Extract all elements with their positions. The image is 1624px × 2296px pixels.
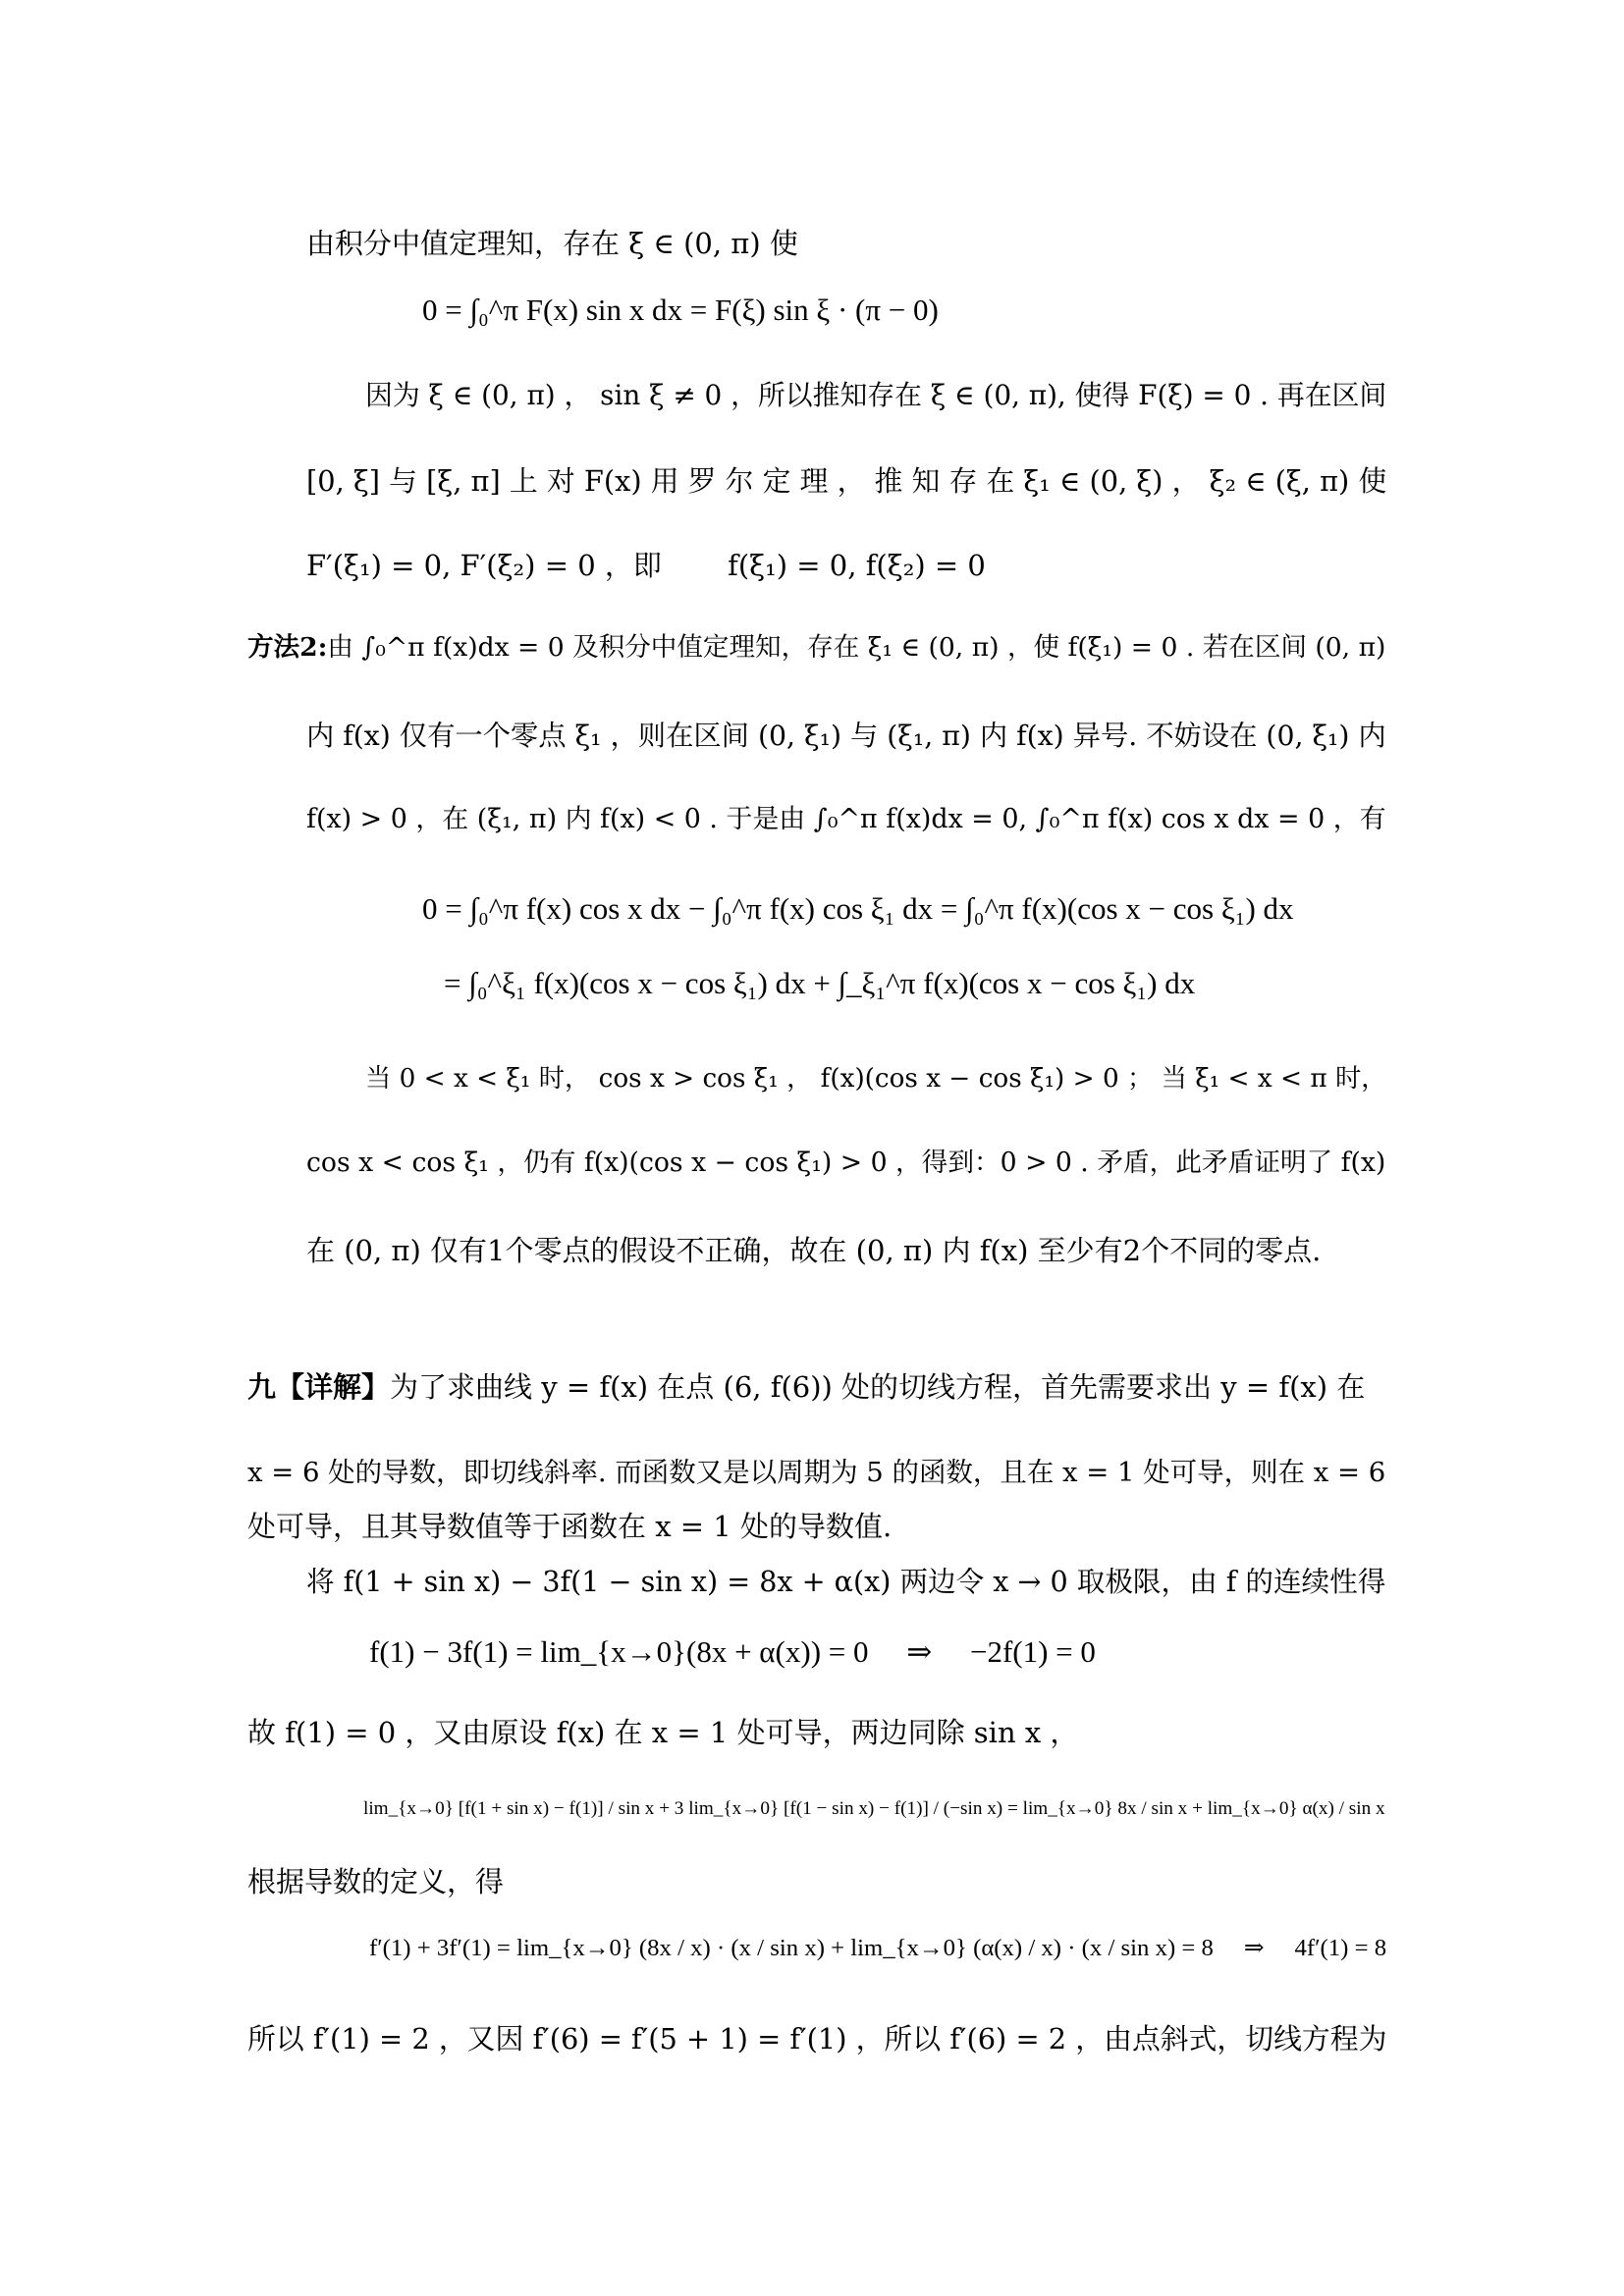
text-line-3: 因为 ξ ∈ (0, π) ， sin ξ ≠ 0 ，所以推知存在 ξ ∈ (0, π), 使得 F(ξ) = 0 . 再在区间 — [365, 379, 1387, 411]
equation-mean-value: 0 = ∫₀^π F(x) sin x dx = F(ξ) sin ξ · (π − 0) — [422, 293, 939, 327]
section-9-label: 九【详解】 — [247, 1370, 391, 1404]
equation-cos-line-1: 0 = ∫₀^π f(x) cos x dx − ∫₀^π f(x) cos ξ₁ dx = ∫₀^π f(x)(cos x − cos ξ₁) dx — [422, 891, 1294, 926]
text-line-16: 处可导，且其导数值等于函数在 x = 1 处的导数值. — [247, 1510, 893, 1543]
text-line-5: F′(ξ₁) = 0, F′(ξ₂) = 0 ，即 f(ξ₁) = 0, f(ξ₂) = 0 — [306, 549, 986, 582]
section-9-line — [247, 1367, 1365, 1407]
equation-derivative: f′(1) + 3f′(1) = lim_{x→0} (8x / x) · (x / sin x) + lim_{x→0} (α(x) / x) · (x / sin x) = 8 ⇒ 4f′(1) = 8 — [369, 1935, 1387, 1961]
text-line-15: x = 6 处的导数，即切线斜率. 而函数又是以周期为 5 的函数，且在 x = 1 处可导，则在 x = 6 — [247, 1457, 1386, 1488]
text-line-13: 在 (0, π) 仅有1个零点的假设不正确，故在 (0, π) 内 f(x) 至少有2个不同的零点. — [306, 1234, 1322, 1267]
text-line-17: 将 f(1 + sin x) − 3f(1 − sin x) = 8x + α(x) 两边令 x → 0 取极限，由 f 的连续性得 — [306, 1565, 1386, 1598]
method-2-text: 由 ∫₀^π f(x)dx = 0 及积分中值定理知，存在 ξ₁ ∈ (0, π) ，使 f(ξ₁) = 0 . 若在区间 (0, π) — [327, 632, 1386, 663]
text-line-8: f(x) > 0 ，在 (ξ₁, π) 内 f(x) < 0 . 于是由 ∫₀^π f(x)dx = 0, ∫₀^π f(x) cos x dx = 0 ，有 — [306, 804, 1386, 834]
text-line-4: [0, ξ] 与 [ξ, π] 上 对 F(x) 用 罗 尔 定 理 ， 推 知 存 在 ξ₁ ∈ (0, ξ) ， ξ₂ ∈ (ξ, π) 使 — [306, 464, 1387, 498]
text-line-12: cos x < cos ξ₁ ，仍有 f(x)(cos x − cos ξ₁) > 0 ，得到：0 > 0 . 矛盾，此矛盾证明了 f(x) — [306, 1148, 1386, 1178]
text-line-21: 根据导数的定义，得 — [247, 1865, 505, 1898]
equation-limit-f1: f(1) − 3f(1) = lim_{x→0}(8x + α(x)) = 0 ⇒ −2f(1) = 0 — [369, 1634, 1096, 1669]
text-line-11: 当 0 < x < ξ₁ 时， cos x > cos ξ₁ ， f(x)(cos x − cos ξ₁) > 0 ； 当 ξ₁ < x < π 时， — [365, 1064, 1387, 1094]
text-line-7: 内 f(x) 仅有一个零点 ξ₁ ，则在区间 (0, ξ₁) 与 (ξ₁, π) 内 f(x) 异号. 不妨设在 (0, ξ₁) 内 — [306, 720, 1386, 752]
text-line-19: 故 f(1) = 0 ，又由原设 f(x) 在 x = 1 处可导，两边同除 sin x ， — [247, 1716, 1079, 1749]
equation-cos-line-2: = ∫₀^ξ₁ f(x)(cos x − cos ξ₁) dx + ∫_ξ₁^π f(x)(cos x − cos ξ₁) dx — [444, 966, 1196, 1000]
equation-limit-split: lim_{x→0} [f(1 + sin x) − f(1)] / sin x + 3 lim_{x→0} [f(1 − sin x) − f(1)] / (−sin x) = lim_{x→0} 8x / sin x + lim_{x→0} α(x) / sin x — [363, 1798, 1385, 1819]
text-line-1: 由积分中值定理知，存在 ξ ∈ (0, π) 使 — [306, 227, 798, 260]
text-line-23: 所以 f′(1) = 2 ，又因 f′(6) = f′(5 + 1) = f′(1) ，所以 f′(6) = 2 ，由点斜式，切线方程为 — [247, 2022, 1387, 2056]
method-2-label: 方法2: — [247, 632, 328, 663]
section-9-text: 为了求曲线 y = f(x) 在点 (6, f(6)) 处的切线方程，首先需要求出 y = f(x) 在 — [390, 1370, 1366, 1404]
method-2-line — [247, 628, 1385, 667]
